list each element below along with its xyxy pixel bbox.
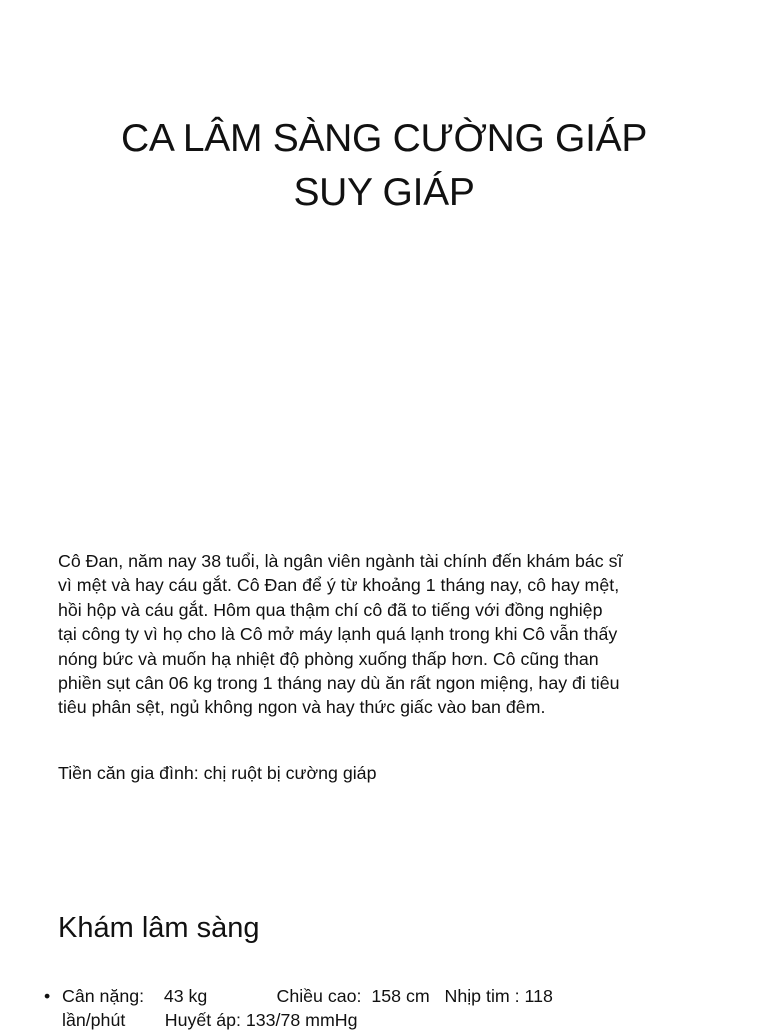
bullet-icon: •: [44, 986, 51, 1006]
exam-heading: Khám lâm sàng: [58, 912, 260, 944]
case-line: phiền sụt cân 06 kg trong 1 tháng nay dù ăn rất ngon miệng, hay đi tiêu: [58, 673, 620, 694]
slide-title-line-1: CA LÂM SÀNG CƯỜNG GIÁP: [120, 117, 648, 160]
exam-list: [44, 984, 744, 1032]
family-history: Tiền căn gia đình: chị ruột bị cường giáp: [58, 763, 377, 783]
case-line: hồi hộp và cáu gắt. Hôm qua thậm chí cô đã to tiếng với đồng nghiệp: [58, 599, 603, 620]
case-description: [58, 549, 738, 720]
case-line: tại công ty vì họ cho là Cô mở máy lạnh quá lạnh trong khi Cô vẫn thấy: [58, 624, 618, 645]
slide-title: [40, 112, 728, 220]
case-line: tiêu phân sệt, ngủ không ngon và hay thức giấc vào ban đêm.: [58, 697, 546, 718]
slide-title-line-2: SUY GIÁP: [293, 171, 475, 214]
case-line: nóng bức và muốn hạ nhiệt độ phòng xuống thấp hơn. Cô cũng than: [58, 648, 599, 669]
vitals-line-1: Cân nặng: 43 kg Chiều cao: 158 cm Nhịp tim : 118: [62, 986, 553, 1006]
case-line: Cô Đan, năm nay 38 tuổi, là ngân viên ngành tài chính đến khám bác sĩ: [58, 551, 623, 571]
case-line: vì mệt và hay cáu gắt. Cô Đan để ý từ khoảng 1 tháng nay, cô hay mệt,: [58, 575, 620, 596]
vitals-line-2: lần/phút Huyết áp: 133/78 mmHg: [62, 1010, 358, 1030]
list-item: [44, 984, 744, 1032]
